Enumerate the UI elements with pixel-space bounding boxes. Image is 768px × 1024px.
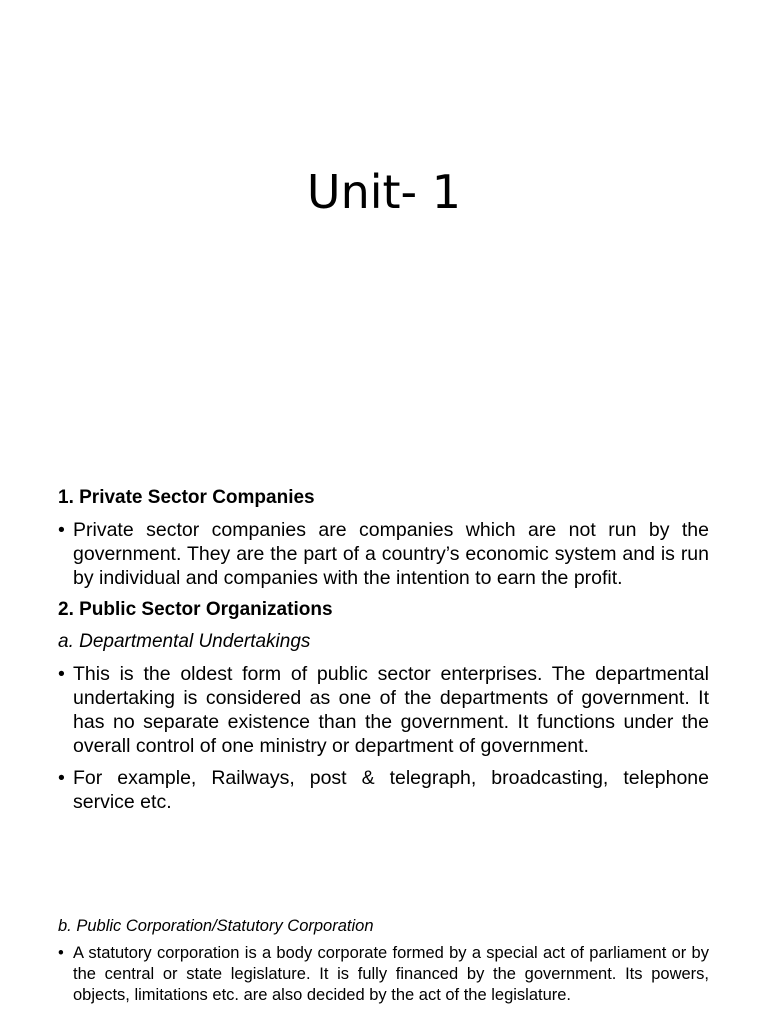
section-heading-private-sector: 1. Private Sector Companies bbox=[58, 487, 315, 508]
public-corporation-section bbox=[58, 915, 709, 1006]
bullet-statutory-corporation-definition: • A statutory corporation is a body corporate formed by a special act of parliament or by the central or state legislature. It is fully financed by the government. Its powers, objects, limitations etc. are also decided by the act of the legislature. bbox=[58, 943, 709, 1006]
main-content bbox=[58, 486, 709, 822]
bullet-private-sector-definition: • Private sector companies are companies which are not run by the government. They are the part of a country’s economic system and is run by individual and companies with the intention to earn the profit. bbox=[58, 518, 709, 590]
page-title: Unit- 1 bbox=[306, 165, 462, 219]
bullet-departmental-examples: • For example, Railways, post & telegraph, broadcasting, telephone service etc. bbox=[58, 766, 709, 814]
subheading-departmental-undertakings: a. Departmental Undertakings bbox=[58, 631, 311, 652]
subheading-public-corporation: b. Public Corporation/Statutory Corporation bbox=[58, 917, 374, 935]
section-heading-public-sector: 2. Public Sector Organizations bbox=[58, 599, 333, 620]
bullet-departmental-undertakings-definition: • This is the oldest form of public sector enterprises. The departmental undertaking is considered as one of the departments of government. It has no separate existence than the government. It functions under the overall control of one ministry or department of government. bbox=[58, 662, 709, 758]
